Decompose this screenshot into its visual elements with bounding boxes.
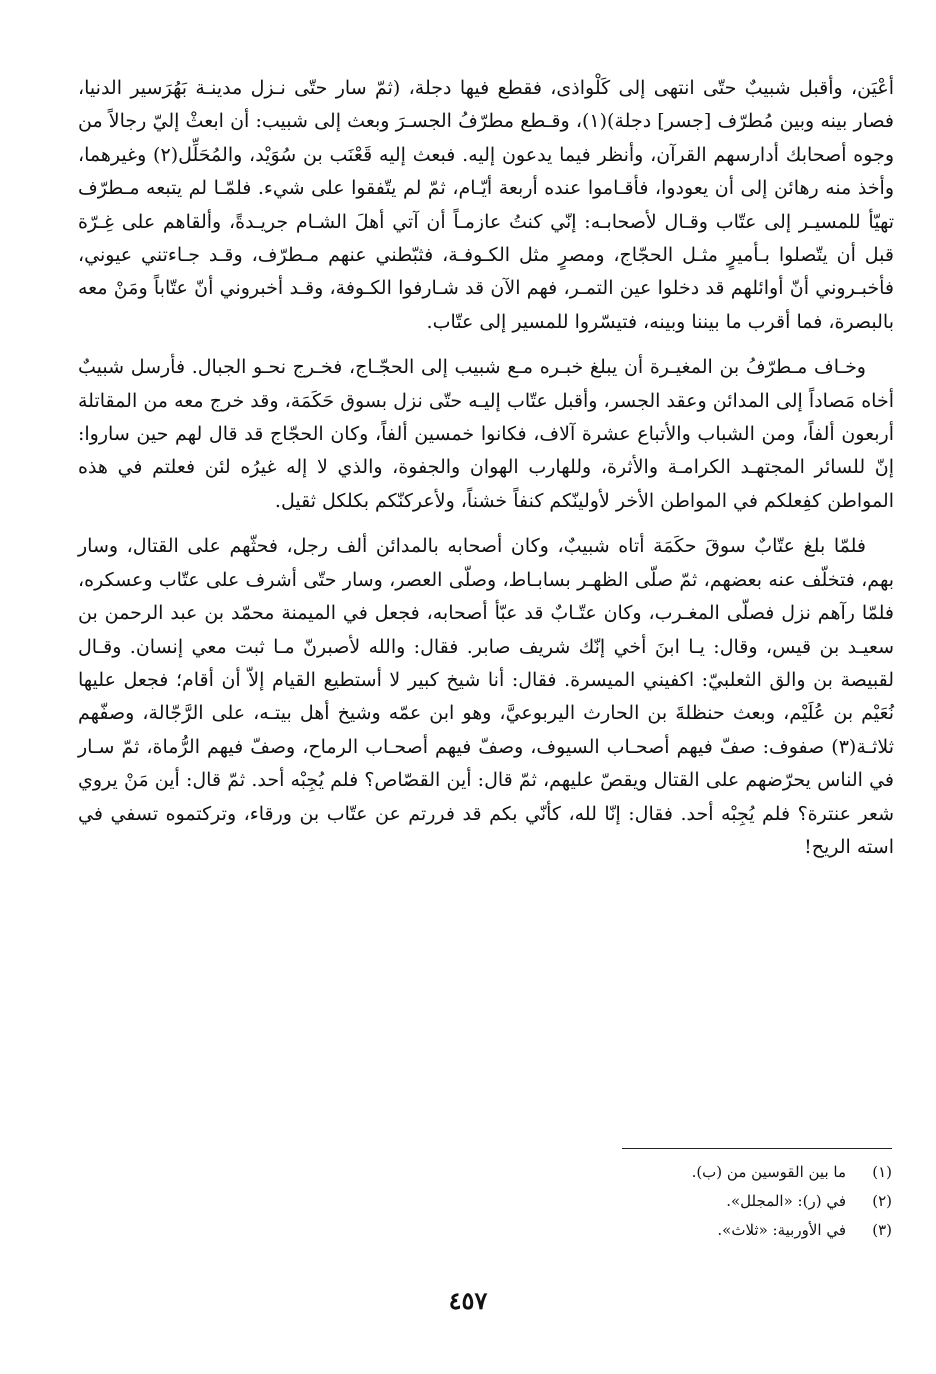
footnote-text: في (ر): «المجلل».	[726, 1192, 846, 1210]
footnote-number: (٢)	[872, 1192, 892, 1210]
footnote-number: (٣)	[872, 1221, 892, 1239]
paragraph-3: فلمّا بلغ عتّابٌ سوقَ حكَمَة أتاه شبيبٌ، وكان أصحابه بالمدائن ألف رجل، فحثّهم على القتال، وسار بهم، فتخلّف عنه بعضهم، ثمّ صلّى الظهـر بسابـاط، وصلّى العصر، وسار حتّى أشرف على عتّاب وعسكره، فلمّا رآهم نزل فصلّى المغـرب، وكان عتّـابٌ قد عبّأ أصحابه، فجعل في الميمنة محمّد بن عبد الرحمن بن سعيـد بن قيس، وقال: يـا ابنَ أخي إنّك شريف صابر. فقال: والله لأصبرنّ مـا ثبت معي إنسان. وقـال لقبيصة بن والق الثعلبيّ: اكفيني الميسرة. فقال: أنا شيخ كبير لا أستطيع القيام إلاّ أن أقام؛ فجعل عليها نُعَيْم بن عُلَيْم، وبعث حنظلةَ بن الحارث اليربوعيَّ، وهو ابن عمّه وشيخ أهل بيتـه، على الرَّجّالة، وصفّهم ثلاثـة(٣) صفوف: صفّ فيهم أصحـاب السيوف، وصفّ فيهم أصحـاب الرماح، وصفّ فيهم الرُّماة، ثمّ سـار في الناس يحرّضهم على القتال ويقصّ عليهم، ثمّ قال: أين القصّاص؟ فلم يُجِبْه أحد. ثمّ قال: أين مَنْ يروي شعر عنترة؟ فلم يُجِبْه أحد. فقال: إنّا لله، كأنّي بكم قد فررتم عن عتّاب بن ورقاء، وتركتموه تسفي في استه الريح!	[78, 535, 894, 858]
main-text	[78, 72, 894, 876]
footnote-number: (١)	[872, 1163, 892, 1181]
paragraph-1: أعْيَن، وأقبل شبيبٌ حتّى انتهى إلى كَلْواذى، فقطع فيها دجلة، (ثمّ سار حتّى نـزل مدينـة بَهُرَسير الدنيا، فصار بينه وبين مُطرّف [جسر] دجلة)(١)، وقـطع مطرّفُ الجسـرَ وبعث إلى شبيب: أن ابعثْ إليّ رجالاً من وجوه أصحابك أدارسهم القرآن، وأنظر فيما يدعون إليه. فبعث إليه قَعْنَب بن سُوَيْد، والمُحَلِّل(٢) وغيرهما، وأخذ منه رهائن إلى أن يعودوا، فأقـاموا عنده أربعة أيّـام، ثمّ لم يتّفقوا على شيء. فلمّـا لم يتبعه مـطرّف تهيّأ للمسيـر إلى عتّاب وقـال لأصحابـه: إنّي كنتُ عازمـاً أن آتي أهلَ الشـام جريـدةً، وألقاهم على غِـرّة قبل أن يتّصلوا بـأميرٍ مثـل الحجّاج، ومصرٍ مثل الكـوفـة، فثبّطني عنهم مـطرّف، وقـد جـاءتني عيوني، فأخبـروني أنّ أوائلهم قد دخلوا عين التمـر، فهم الآن قد شـارفوا الكـوفة، وقـد أخبروني أنّ عتّاباً ومَنْ معه بالبصرة، فما أقرب ما بيننا وبينه، فتيسّروا للمسير إلى عتّاب.	[78, 77, 895, 333]
footnotes	[420, 1158, 892, 1245]
paragraph-2: وخـاف مـطرّفُ بن المغيـرة أن يبلغ خبـره مـع شبيب إلى الحجّـاج، فخـرج نحـو الجبال. فأرسل شبيبٌ أخاه مَصاداً إلى المدائن وعقد الجسر، وأقبل عتّاب إليـه حتّى نزل بسوق حَكَمَة، وقد خرج معه من المقاتلة أربعون ألفاً، ومن الشباب والأتباع عشرة آلاف، فكانوا خمسين ألفاً، وكان الحجّاج قد قال لهم حين ساروا: إنّ للسائر المجتهـد الكرامـة والأثرة، وللهارب الهوان والجفوة، والذي لا إله غيرُه لئن فعلتم في هذه المواطن كفِعلكم في المواطن الأخر لأولينّكم كنفاً خشناً، ولأعركنّكم بكلكل ثقيل.	[78, 356, 894, 512]
footnote-divider	[622, 1148, 892, 1149]
page-number: ٤٥٧	[448, 1286, 488, 1315]
footnote-text: ما بين القوسين من (ب).	[691, 1163, 846, 1181]
footnote-2	[420, 1187, 892, 1216]
footnote-3	[420, 1216, 892, 1245]
footnote-1	[420, 1158, 892, 1187]
footnote-text: في الأوربية: «ثلاث».	[717, 1221, 846, 1239]
